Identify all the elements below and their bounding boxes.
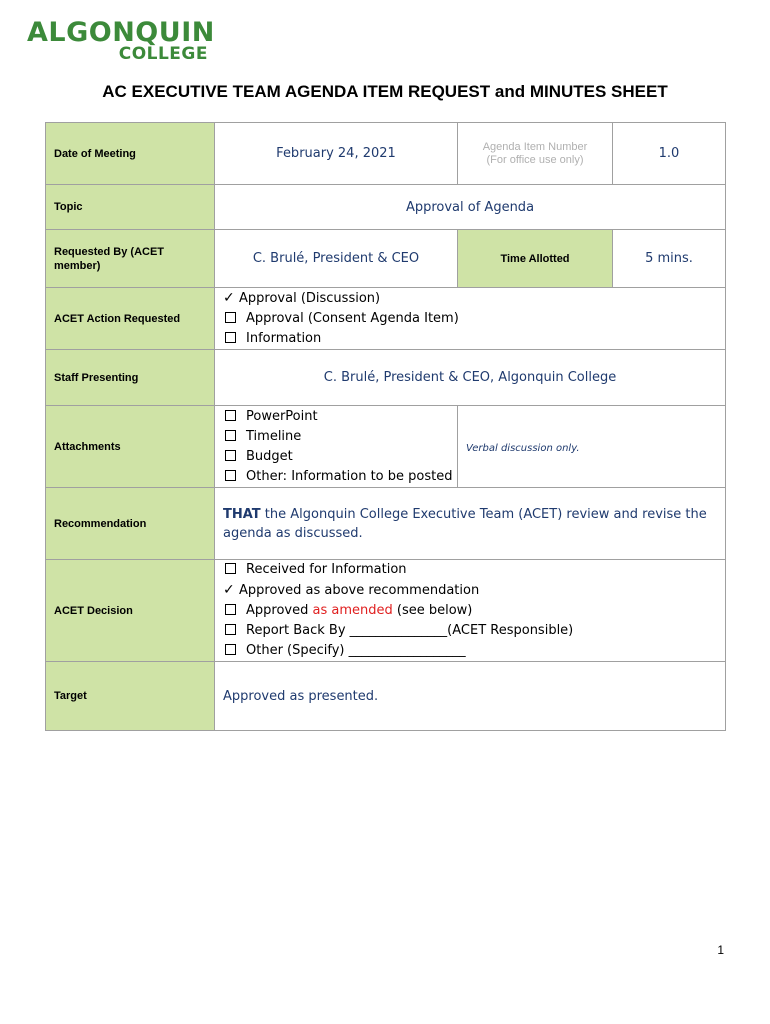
action-options [215,288,726,350]
checkbox-icon [225,563,236,574]
attachments-label: Attachments [46,406,215,488]
attachments-options [215,406,458,488]
attachment-option-1[interactable]: PowerPoint [223,407,449,427]
row-action-requested [46,288,726,350]
topic-value: Approval of Agenda [215,185,726,230]
checkbox-icon [225,430,236,441]
row-target [46,662,726,731]
attachment-option-4[interactable]: Other: Information to be posted [223,467,449,487]
decision-option-2[interactable]: ✓ Approved as above recommendation [223,582,480,598]
checkbox-icon [225,312,236,323]
attachments-note: Verbal discussion only. [466,442,580,454]
checkbox-icon [225,644,236,655]
action-requested-label: ACET Action Requested [46,288,215,350]
row-acet-decision [46,560,726,662]
decision-option-3[interactable]: Approved as amended (see below) [223,601,717,621]
logo-line-1: ALGONQUIN [27,17,215,48]
acet-decision-label: ACET Decision [46,560,215,662]
date-value: February 24, 2021 [215,123,458,185]
decision-option-1[interactable]: Received for Information [223,560,717,580]
algonquin-college-logo [27,17,215,64]
attachments-note-cell [458,406,726,488]
action-option-3[interactable]: Information [223,329,717,349]
checkbox-icon [225,604,236,615]
agenda-request-form [45,122,726,731]
date-label: Date of Meeting [46,123,215,185]
recommendation-lead: THAT [223,506,261,522]
checkbox-icon [225,470,236,481]
checkbox-icon [225,332,236,343]
attachment-option-2[interactable]: Timeline [223,427,449,447]
row-staff-presenting [46,350,726,406]
time-allotted-label: Time Allotted [458,230,613,288]
agenda-item-number-line2: (For office use only) [486,153,584,166]
topic-label: Topic [46,185,215,230]
requested-by-value: C. Brulé, President & CEO [215,230,458,288]
as-amended-text: as amended [312,603,393,618]
decision-option-5[interactable]: Other (Specify) __________________ [223,641,717,661]
checkbox-icon [225,624,236,635]
agenda-item-number-value: 1.0 [613,123,726,185]
decision-option-4[interactable]: Report Back By _______________(ACET Responsible) [223,621,717,641]
row-date [46,123,726,185]
target-value: Approved as presented. [215,662,726,731]
staff-presenting-label: Staff Presenting [46,350,215,406]
recommendation-label: Recommendation [46,488,215,560]
recommendation-text [215,488,726,560]
requested-by-label: Requested By (ACET member) [46,230,215,288]
checkbox-icon [225,410,236,421]
agenda-item-number-label [458,123,613,185]
row-topic [46,185,726,230]
action-option-2[interactable]: Approval (Consent Agenda Item) [223,309,717,329]
row-requested-by [46,230,726,288]
agenda-item-number-line1: Agenda Item Number [482,140,588,153]
checkmark-icon: ✓ [223,290,235,306]
page-number: 1 [717,943,724,957]
checkbox-icon [225,450,236,461]
attachment-option-3[interactable]: Budget [223,447,449,467]
row-recommendation [46,488,726,560]
page-title: AC EXECUTIVE TEAM AGENDA ITEM REQUEST and MINUTES SHEET [102,82,668,101]
target-label: Target [46,662,215,731]
row-attachments [46,406,726,488]
recommendation-body: the Algonquin College Executive Team (ACET) review and revise the agenda as discussed. [223,506,707,541]
staff-presenting-value: C. Brulé, President & CEO, Algonquin College [215,350,726,406]
logo-line-2: COLLEGE [118,44,208,64]
checkmark-icon: ✓ [223,582,235,598]
decision-options [215,560,726,662]
action-option-1[interactable]: ✓ Approval (Discussion) [223,290,381,306]
time-allotted-value: 5 mins. [613,230,726,288]
